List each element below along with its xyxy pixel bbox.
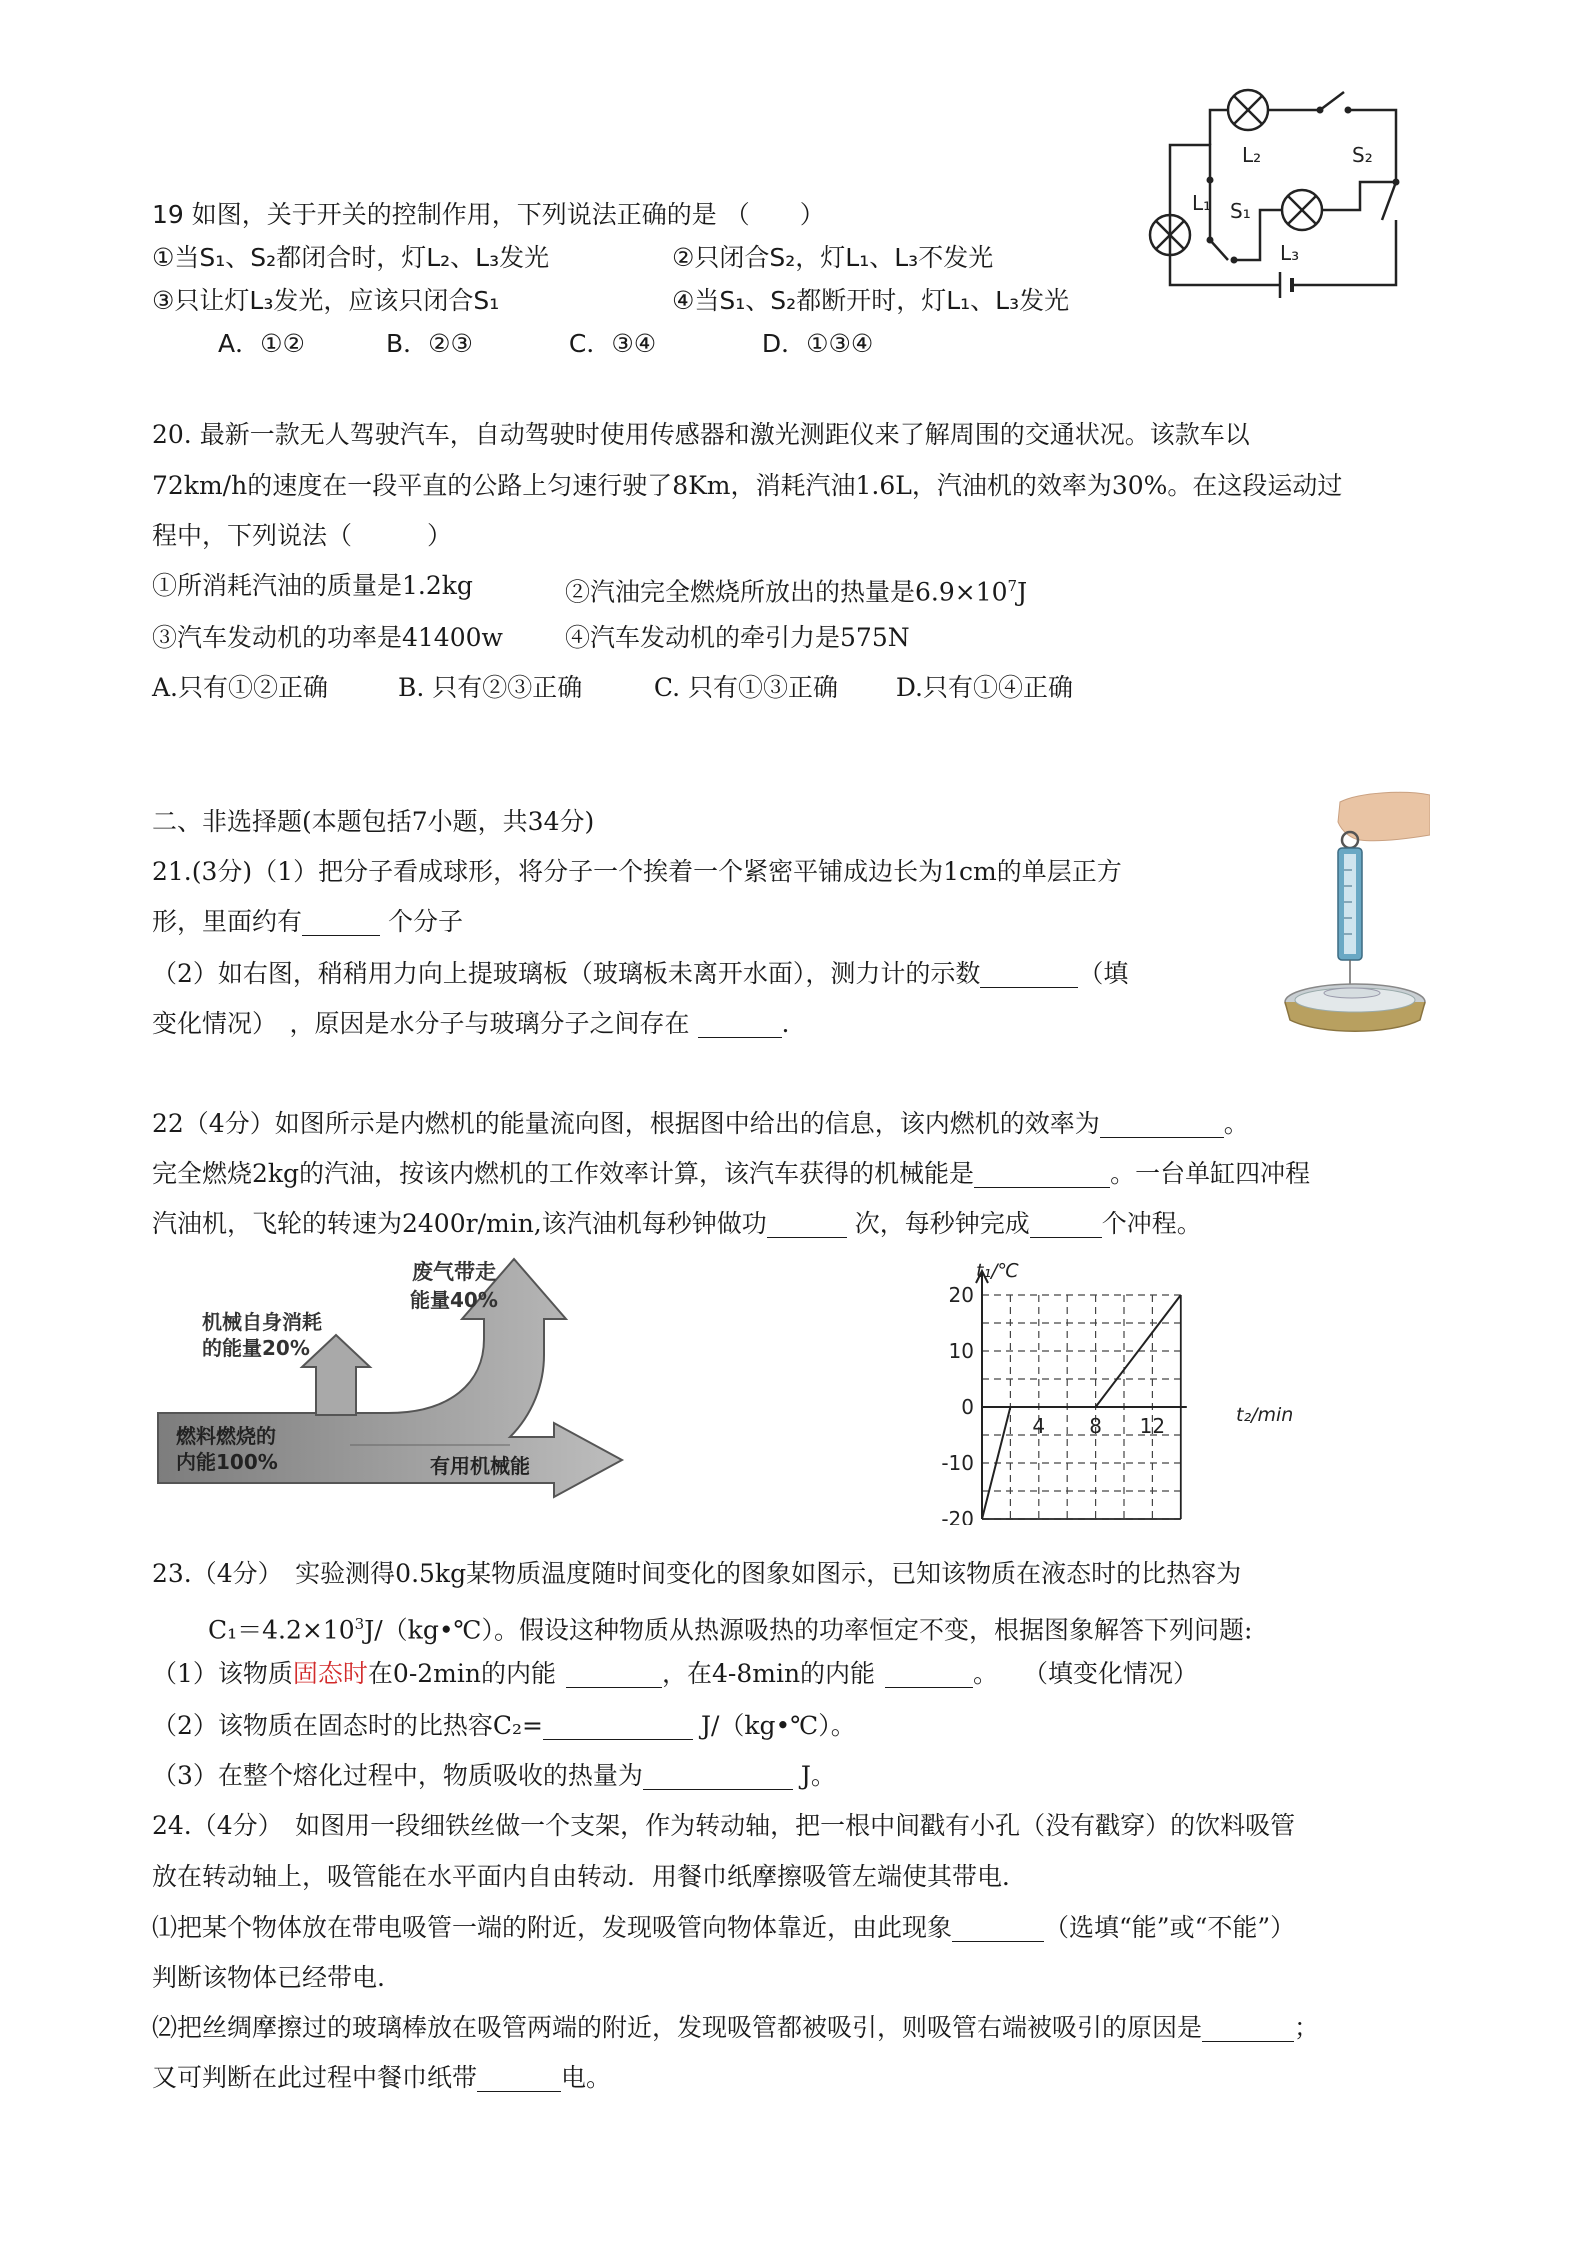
- q24-line-2: 放在转动轴上，吸管能在水平面内自由转动．用餐巾纸摩擦吸管左端使其带电．: [152, 1862, 1028, 1891]
- q20-line-2: 72km/h的速度在一段平直的公路上匀速行驶了8Km，消耗汽油1.6L，汽油机的效率为30%。在这段运动过: [152, 471, 1343, 500]
- label-s2: S₂: [1352, 143, 1373, 167]
- q23-line-1: 23.（4分） 实验测得0.5kg某物质温度随时间变化的图象如图示，已知该物质在液态时的比热容为: [152, 1559, 1242, 1588]
- q22-line-3: 汽油机，飞轮的转速为2400r/min,该汽油机每秒钟做功 次，每秒钟完成 个冲程。: [152, 1209, 1202, 1238]
- y-tick-label: 10: [948, 1339, 974, 1363]
- q23-blank-1[interactable]: [566, 1661, 662, 1688]
- temperature-time-chart: [930, 1255, 1310, 1525]
- hand-icon: [1338, 792, 1430, 840]
- q24-line-4: 判断该物体已经带电.: [152, 1963, 385, 1992]
- q23-part-2: （2）该物质在固态时的比热容C₂= J/（kg•℃）。: [152, 1711, 856, 1740]
- y-tick-label: 20: [948, 1283, 974, 1307]
- q22-blank-1[interactable]: [1100, 1111, 1224, 1138]
- useful-label: 有用机械能: [430, 1454, 530, 1478]
- x-tick-label: 8: [1089, 1414, 1102, 1438]
- mech-loss-label-line-1: 机械自身消耗: [202, 1310, 322, 1334]
- q21-blank-2[interactable]: [980, 961, 1078, 988]
- q20-option-d: D.只有①④正确: [895, 673, 1073, 702]
- q20-options: [152, 670, 1073, 706]
- fuel-label-line-2: 内能100%: [176, 1450, 278, 1474]
- q21-blank-1[interactable]: [302, 909, 380, 936]
- q23-blank-3[interactable]: [543, 1713, 693, 1740]
- energy-flow-diagram: [150, 1255, 630, 1505]
- q20-line-1: 20. 最新一款无人驾驶汽车，自动驾驶时使用传感器和激光测距仪来了解周围的交通状况。该款车以: [152, 420, 1250, 449]
- circuit-diagram: [1130, 70, 1420, 330]
- x-tick-label: 12: [1139, 1414, 1166, 1438]
- q23-blank-4[interactable]: [643, 1763, 793, 1790]
- q20-option-c: C. 只有①③正确: [653, 673, 839, 702]
- section-heading: 二、非选择题(本题包括7小题，共34分): [152, 807, 595, 836]
- q24-line-1: 24.（4分） 如图用一段细铁丝做一个支架，作为转动轴，把一根中间戳有小孔（没有戳穿）的饮料吸管: [152, 1811, 1296, 1840]
- q19-statement-3: ③只让灯L₃发光，应该只闭合S₁: [152, 286, 500, 315]
- q19-statement-2: ②只闭合S₂，灯L₁、L₃不发光: [672, 243, 994, 272]
- q20-line-3: 程中，下列说法（ ）: [152, 521, 453, 550]
- q23-highlight: 固态时: [292, 1659, 368, 1688]
- y-tick-label: 0: [961, 1395, 974, 1419]
- q23-blank-2[interactable]: [885, 1661, 973, 1688]
- mech-loss-label-line-2: 的能量20%: [202, 1336, 310, 1360]
- q20-statement-4: ④汽车发动机的牵引力是575N: [565, 623, 910, 652]
- q23-line-2: $C_1=4.2\times 10^3J/(kg•℃)$。假设这种物质从热源吸热的功率恒定不变，根据图象解答下列问题:: [208, 1615, 1253, 1645]
- q22-line-2: 完全燃烧2kg的汽油，按该内燃机的工作效率计算，该汽车获得的机械能是 。一台单缸四冲程: [152, 1159, 1311, 1188]
- q24-line-6: 又可判断在此过程中餐巾纸带 电。: [152, 2063, 612, 2092]
- q24-line-5: ⑵把丝绸摩擦过的玻璃棒放在吸管两端的附近，发现吸管都被吸引，则吸管右端被吸引的原因是 ；: [152, 2013, 1320, 2042]
- spring-scale-photo: [1280, 790, 1430, 1040]
- exhaust-label-line-1: 废气带走: [412, 1260, 496, 1284]
- q20-option-a: A.只有①②正确: [152, 673, 329, 702]
- q19-option-a: A．①②: [218, 329, 305, 358]
- x-axis-label: t₂/min: [1236, 1404, 1294, 1426]
- q22-blank-2[interactable]: [974, 1161, 1110, 1188]
- q20-statement-1: ①所消耗汽油的质量是1.2kg: [152, 571, 473, 600]
- q21-line-4: 变化情况） ，原因是水分子与玻璃分子之间存在 .: [152, 1009, 790, 1038]
- exhaust-label-line-2: 能量40%: [410, 1288, 498, 1312]
- label-l3: L₃: [1280, 241, 1300, 265]
- q24-blank-3[interactable]: [477, 2065, 561, 2092]
- q21-blank-3[interactable]: [698, 1011, 782, 1038]
- fuel-label-line-1: 燃料燃烧的: [176, 1424, 276, 1448]
- y-axis-label: t₁/℃: [976, 1260, 1019, 1282]
- q19-option-d: D．①③④: [761, 329, 874, 358]
- q19-stem: 19 如图，关于开关的控制作用，下列说法正确的是 （ ）: [152, 200, 825, 229]
- q19-options: [218, 326, 873, 362]
- q20-option-b: B. 只有②③正确: [397, 673, 583, 702]
- q23-part-3: （3）在整个熔化过程中，物质吸收的热量为 J。: [152, 1761, 836, 1790]
- q22-line-1: 22（4分）如图所示是内燃机的能量流向图，根据图中给出的信息，该内燃机的效率为 。: [152, 1109, 1249, 1138]
- q21-line-3: （2）如右图，稍稍用力向上提玻璃板（玻璃板未离开水面），测力计的示数 （填: [152, 959, 1129, 988]
- q24-line-3: ⑴把某个物体放在带电吸管一端的附近，发现吸管向物体靠近，由此现象 （选填“能”或“不能”）: [152, 1913, 1296, 1942]
- x-tick-label: 4: [1032, 1414, 1046, 1438]
- label-l1: L₁: [1192, 191, 1212, 215]
- q24-blank-2[interactable]: [1202, 2015, 1294, 2042]
- q19-statement-1: ①当S₁、S₂都闭合时，灯L₂、L₃发光: [152, 243, 550, 272]
- q19-option-c: C．③④: [568, 329, 657, 358]
- q22-blank-4[interactable]: [1030, 1211, 1102, 1238]
- q23-part-1: （1）该物质固态时在0-2min的内能 ，在4-8min的内能 。 （填变化情况）: [152, 1659, 1199, 1688]
- q19-option-b: B．②③: [385, 329, 473, 358]
- q21-line-1: 21.(3分)（1）把分子看成球形，将分子一个挨着一个紧密平铺成边长为1cm的单层正方: [152, 857, 1122, 886]
- q20-statement-3: ③汽车发动机的功率是41400w: [152, 623, 503, 652]
- y-tick-label: -10: [941, 1451, 974, 1475]
- label-l2: L₂: [1242, 143, 1262, 167]
- q19-statement-4: ④当S₁、S₂都断开时，灯L₁、L₃发光: [672, 286, 1070, 315]
- y-tick-label: -20: [941, 1507, 974, 1525]
- label-s1: S₁: [1230, 199, 1251, 223]
- q24-blank-1[interactable]: [952, 1915, 1044, 1942]
- q22-blank-3[interactable]: [767, 1211, 847, 1238]
- q21-line-2: 形，里面约有 个分子: [152, 907, 463, 936]
- q20-statement-2: ②汽油完全燃烧所放出的热量是$6.9\times 10^7J$: [565, 577, 1028, 607]
